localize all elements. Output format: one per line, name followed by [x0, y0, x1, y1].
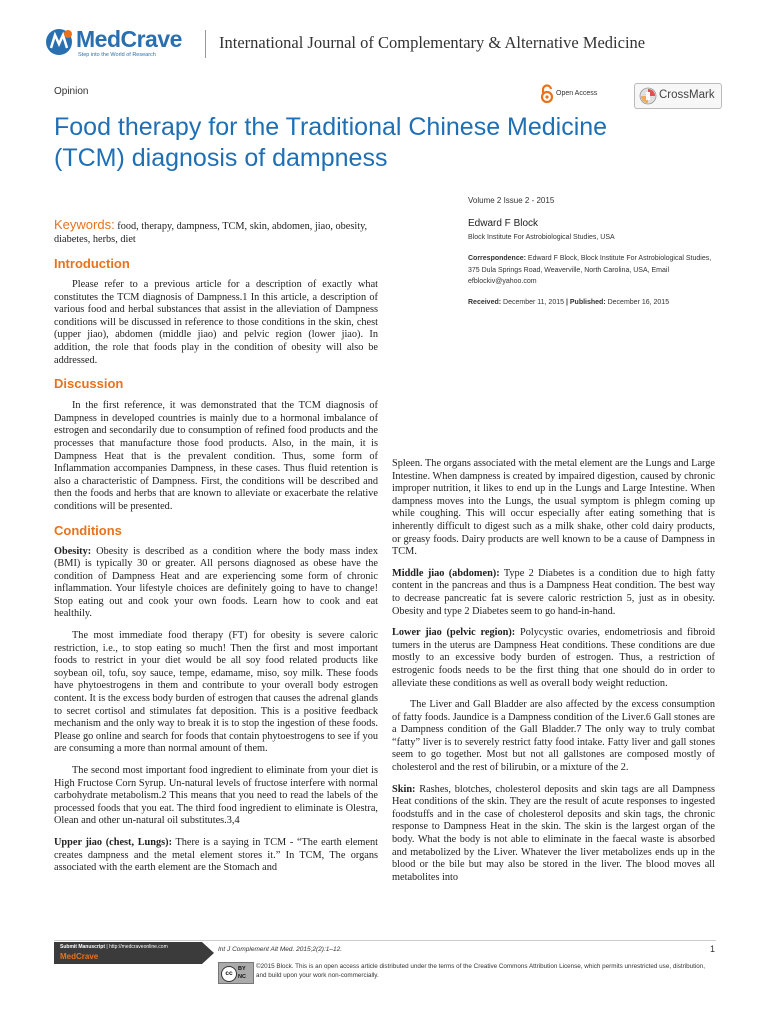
upper-jiao-term: Upper jiao (chest, Lungs): — [54, 836, 173, 848]
submit-label: Submit Manuscript — [60, 944, 106, 950]
received-label: Received: — [468, 299, 502, 306]
keywords — [54, 218, 378, 246]
article-title-line-1: Food therapy for the Traditional Chinese Medicine — [54, 113, 608, 141]
footer-rule — [54, 940, 716, 941]
author-name: Edward F Block — [468, 218, 539, 229]
lower-jiao-text: Polycystic ovaries, endometriosis and fibroid tumers in the uterus are Dampness Heat conditions. These conditions are due mostly to an excessive body burden of estrogen. Thus, a restriction of estrogenic foods needs to be the first thing that one should do in order to alleviate these conditions as well as overall body weight reduction. — [392, 627, 715, 689]
published-label: Published: — [569, 299, 606, 306]
obesity-term: Obesity: — [54, 545, 92, 557]
article-title-line-2: (TCM) diagnosis of dampness — [54, 144, 388, 172]
intro-paragraph: Please refer to a previous article for a description of exactly what constitutes the TCM diagnosis of Dampness.1 In this article, a description of various food and herbal substances that assist in the alleviation of Dampness conditions will be discussed in reference to those conditions in the skin, chest (upper jiao), abdomen (middle jiao) and pelvic region (lower jiao). In addition, the role that foods play in the condition of obesity will also be addressed. — [54, 279, 378, 366]
medcrave-logo[interactable] — [44, 26, 194, 66]
cc-icon: cc — [221, 966, 237, 982]
keywords-text: food, therapy, dampness, TCM, skin, abdomen, jiao, obesity, diabetes, herbs, diet — [54, 221, 368, 245]
brand-name: MedCrave — [76, 26, 182, 52]
left-column — [54, 218, 378, 884]
submit-manuscript-line — [60, 944, 168, 950]
header — [0, 0, 768, 70]
heading-discussion: Discussion — [54, 376, 124, 392]
middle-jiao-paragraph — [392, 568, 715, 618]
open-access-badge[interactable] — [540, 84, 620, 106]
right-paragraph-1: Spleen. The organs associated with the metal element are the Lungs and Large Intestine. When dampness is created by impaired digestion, caused by chronic improper nutrition, it likes to end up in the Lungs and Large Intestine. When dampness moves into the Lungs, the usual symptom is phlegm coming up while coughing. This will occur especially after eating something that is inherently difficult to digest such as a milk shake, other cold dairy products, or greasy foods. Dairy products are well known to be a cause of Dampness in TCM. — [392, 458, 715, 558]
date-separator: | — [565, 299, 568, 306]
open-lock-icon — [540, 84, 554, 104]
author-affiliation: Block Institute For Astrobiological Studies, USA — [468, 234, 615, 241]
brand-tagline: Step into the World of Research — [78, 52, 156, 58]
footer-arrow-icon — [202, 942, 214, 964]
keywords-label: Keywords: — [54, 217, 115, 232]
footer-citation: Int J Complement Alt Med. 2015;2(2):1‒12. — [218, 946, 343, 953]
article-type: Opinion — [54, 86, 89, 97]
obesity-text: Obesity is described as a condition where the body mass index (BMI) is typically 30 or greater. All persons diagnosed as obese have the condition of Dampness Heat and are experiencing some form of chronic inflammation. Your lifestyle choices are definitely going to have to change! Stop eating out and cook your own foods. Learn how to cook and eat healthily. — [54, 545, 378, 620]
submit-url[interactable]: http://medcraveonline.com — [109, 944, 168, 950]
page-number: 1 — [710, 944, 716, 954]
upper-jiao-paragraph — [54, 837, 378, 875]
received-date: December 11, 2015 — [503, 299, 564, 306]
article-title — [54, 112, 607, 174]
license-text: ©2015 Block. This is an open access article distributed under the terms of the Creative Commons Attribution License, which permits unrestricted use, distribution, and build upon your work non-commercially. — [256, 963, 706, 979]
correspondence — [468, 253, 718, 288]
conditions-paragraph-2: The most immediate food therapy (FT) for obesity is severe caloric restriction, i.e., to stop eating so much! Then the first and most important foods to restrict in your diet would be all soy food related products like soybean oil, tofu, soy sauce, tempe, edamame, miso, soy milk. These foods have phytoestrogens in them and contribute to your overall body estrogen content. It is the excess body burden of estrogen that causes the adrenal glands to secret cortisol and stimulates fat deposition. This is a positive feedback mechanism and the only way to break it is to stop the ingestion of these foods. Please go online and search for foods that contain phytoestrogens to see if you are consuming a more than normal amount of them. — [54, 630, 378, 755]
skin-term: Skin: — [392, 783, 416, 795]
skin-paragraph — [392, 784, 715, 885]
heading-introduction: Introduction — [54, 256, 130, 271]
journal-title: International Journal of Complementary & Alternative Medicine — [219, 33, 646, 52]
crossmark-button[interactable] — [634, 83, 722, 109]
submit-manuscript-banner[interactable] — [54, 942, 202, 964]
lower-jiao-term: Lower jiao (pelvic region): — [392, 627, 516, 639]
skin-text: Rashes, blotches, cholesterol deposits and skin tags are all Dampness Heat conditions of the skin. They are the result of acute responses to ingested foodstuffs and in the case of cholesterol deposits and skin tags, the chronic response to Dampness Heat in the skin. The skin is the largest organ of the body. What the body is not able to eliminate in the faecal waste is absorbed and metabolized by the Liver. Whatever the liver metabolizes ends up in the blood or the bile but may also be stored in the liver. The blood moves all metabolites into — [392, 783, 715, 883]
submit-separator: | — [106, 944, 108, 950]
conditions-paragraph-3: The second most important food ingredient to eliminate from your diet is High Fructose Corn Syrup. Un-natural levels of fructose interfere with normal carbohydrate metabolism.2 This means that you need to read the labels of the processed foods that you eat. The third food ingredient to eliminate is Olestra, Olean and other un-natural oil substitutes.3,4 — [54, 765, 378, 827]
volume-info: Volume 2 Issue 2 - 2015 — [468, 196, 555, 205]
crossmark-icon — [639, 87, 657, 105]
correspondence-label: Correspondence: — [468, 255, 526, 262]
published-date: December 16, 2015 — [607, 299, 670, 306]
obesity-paragraph — [54, 546, 378, 622]
cc-nc-icon: NC — [238, 974, 246, 980]
liver-paragraph: The Liver and Gall Bladder are also affected by the excess consumption of fatty foods. Jaundice is a Dampness condition of the Liver.6 Gall stones are a Dampness condition of the Gall Bladder.7 The only way to truly combat “fatty” liver is to severely restrict fatty food intake. Fatty liver and gall stones seem to go together. Most but not all gallstones are composed mostly of cholesterol and the rest of bilirubin, or a mixture of the 2. — [392, 699, 715, 774]
dates — [468, 297, 718, 309]
header-divider — [205, 30, 206, 58]
medcrave-logo-icon — [44, 26, 74, 58]
open-access-label: Open Access — [556, 90, 598, 97]
footer-brand: MedCrave — [60, 952, 99, 961]
cc-license-badge[interactable] — [218, 962, 254, 984]
upper-jiao-text: There is a saying in TCM - “The earth element creates dampness and the metal element stores it.” In TCM, The organs associated with the earth element are the Stomach and — [54, 836, 378, 874]
correspondence-text: Edward F Block, Block Institute For Astrobiological Studies, 375 Dula Springs Road, Weaverville, North Carolina, USA, Email efblockiv@yahoo.com — [468, 255, 712, 285]
crossmark-label: CrossMark — [659, 89, 715, 101]
middle-jiao-term: Middle jiao (abdomen): — [392, 567, 500, 579]
middle-jiao-text: Type 2 Diabetes is a condition due to high fatty content in the pancreas and thus is a Dampness Heat condition. The best way to decrease pancreatic fat is severe caloric restriction 5, just as in obesity. Obesity and type 2 Diabetes seem to go hand-in-hand. — [392, 567, 715, 617]
cc-by-icon: BY — [238, 966, 246, 972]
discussion-paragraph: In the first reference, it was demonstrated that the TCM diagnosis of Dampness in developed countries is mainly due to a hormonal imbalance of estrogen and secondarily due to consumption of refined food products and the processes that manufacture those food products. Also, in the main, it is Dampness Heat that is the prevalent condition. Thus, some form of Inflammation accompanies Dampness, in these cases. Thus fluid retention is also a characteristic of Dampness. First, the conditions will be described and then the foods and herbs that are known to alleviate or exacerbate the relative conditions will be presented. — [54, 400, 378, 512]
right-column — [392, 458, 715, 893]
lower-jiao-paragraph — [392, 627, 715, 690]
heading-conditions: Conditions — [54, 522, 122, 538]
